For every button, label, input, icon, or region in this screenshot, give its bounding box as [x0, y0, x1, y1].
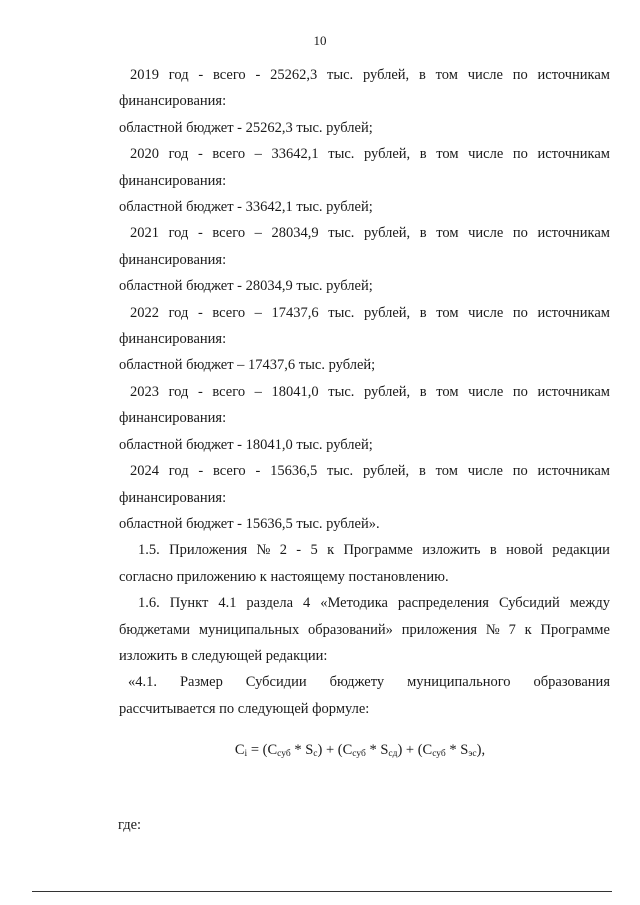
year-line-5: [130, 458, 610, 484]
year-word: источникам: [537, 146, 610, 163]
funding-years: [119, 62, 610, 537]
word: Пункт: [169, 595, 209, 612]
year-word: 25262,3: [270, 67, 318, 83]
word: Субсидии: [245, 674, 307, 691]
year-budget-line-1: областной бюджет - 33642,1 тыс. рублей;: [119, 199, 373, 216]
year-word: источникам: [537, 463, 610, 480]
year-word: -: [197, 225, 203, 242]
word: Программе: [343, 542, 413, 559]
formula-eq: = (C: [247, 742, 278, 758]
word: 2: [279, 542, 287, 559]
item-1-6-line3: изложить в следующей редакции:: [119, 647, 328, 664]
year-word: тыс.: [328, 383, 355, 400]
formula-plus2: ) + (C: [397, 742, 433, 758]
word: 1.5.: [138, 542, 160, 559]
formula-lhs-sub: i: [244, 749, 248, 759]
formula-end: ),: [476, 742, 486, 758]
year-word: в: [419, 146, 427, 163]
year-financing-label-5: финансирования:: [119, 489, 227, 506]
year-word: 33642,1: [271, 146, 319, 163]
year-word: в: [418, 463, 426, 480]
word: в: [489, 542, 497, 559]
year-word: –: [254, 304, 262, 321]
word: Программе: [540, 621, 610, 638]
year-word: по: [512, 225, 528, 242]
year-word: по: [512, 304, 528, 321]
year-word: по: [512, 146, 528, 163]
year-word: -: [198, 463, 204, 480]
year-word: по: [512, 383, 528, 400]
item-4-1-line1: [128, 669, 610, 695]
word: бюджетами: [119, 621, 190, 638]
word: раздела: [246, 595, 294, 612]
year-financing-label-4: финансирования:: [119, 410, 227, 427]
year-word: том: [435, 67, 458, 83]
year-word: -: [197, 383, 203, 400]
year-budget-line-0: областной бюджет - 25262,3 тыс. рублей;: [119, 119, 373, 136]
year-word: год: [168, 146, 189, 163]
item-1-6-line1: [128, 590, 610, 616]
year-word: в: [419, 383, 427, 400]
item-1-5-line1: [128, 537, 610, 563]
year-word: тыс.: [327, 67, 354, 83]
year-word: числе: [468, 146, 504, 163]
year-budget-line-2: областной бюджет - 28034,9 тыс. рублей;: [119, 278, 373, 295]
formula-t1-mid: * S: [290, 742, 314, 758]
year-word: –: [254, 383, 262, 400]
word: -: [296, 542, 302, 559]
formula-t2-s: сд: [388, 749, 398, 759]
year-word: том: [435, 463, 458, 480]
formula-t1-s: с: [313, 749, 318, 759]
year-word: рублей,: [363, 146, 411, 163]
year-word: рублей,: [362, 463, 410, 480]
word: Приложения: [169, 542, 248, 559]
year-line-3: [130, 300, 610, 326]
year-word: числе: [468, 383, 504, 400]
year-word: тыс.: [327, 463, 354, 480]
year-word: –: [254, 225, 262, 242]
word: 1.6.: [138, 595, 160, 612]
year-word: том: [436, 383, 459, 400]
year-line-1: [130, 141, 610, 167]
year-word: по: [512, 67, 528, 83]
year-word: том: [436, 146, 459, 163]
year-word: 28034,9: [271, 225, 319, 242]
bottom-rule: [32, 891, 612, 892]
year-word: числе: [467, 463, 503, 480]
formula-plus1: ) + (C: [317, 742, 353, 758]
year-word: всего: [212, 146, 246, 163]
year-word: всего: [213, 67, 246, 83]
word: образования: [533, 674, 610, 691]
year-word: в: [419, 225, 427, 242]
formula-t2-mid: * S: [365, 742, 389, 758]
year-word: по: [512, 463, 528, 480]
year-word: год: [168, 383, 189, 400]
year-word: числе: [468, 225, 504, 242]
year-word: всего: [212, 225, 246, 242]
year-word: -: [255, 463, 261, 480]
subsidy-formula: [0, 742, 640, 759]
word: муниципального: [407, 674, 511, 691]
year-word: том: [436, 225, 459, 242]
word: образований»: [308, 621, 393, 638]
word: приложения: [401, 621, 478, 638]
formula-t3-mid: * S: [445, 742, 469, 758]
year-budget-line-5: областной бюджет - 15636,5 тыс. рублей».: [119, 515, 380, 532]
year-line-4: [130, 379, 610, 405]
formula-t3-s: эс: [468, 749, 477, 759]
word: муниципальных: [198, 621, 300, 638]
year-word: том: [436, 304, 459, 321]
word: Субсидий: [498, 595, 560, 612]
word: между: [569, 595, 610, 612]
year-word: в: [419, 304, 427, 321]
year-word: рублей,: [362, 67, 410, 83]
year-word: -: [197, 304, 203, 321]
year-word: рублей,: [363, 383, 411, 400]
word: «4.1.: [128, 674, 157, 691]
year-line-2: [130, 220, 610, 246]
word: к: [524, 621, 532, 638]
year-word: источникам: [537, 225, 610, 242]
year-word: всего: [213, 463, 246, 480]
year-word: источникам: [537, 304, 610, 321]
item-4-1-line2: рассчитывается по следующей формуле:: [119, 700, 370, 717]
item-1-6-line2: [119, 617, 610, 643]
year-word: источникам: [537, 383, 610, 400]
word: 7: [508, 621, 516, 638]
year-financing-label-2: финансирования:: [119, 251, 227, 268]
year-word: рублей,: [363, 304, 411, 321]
word: изложить: [422, 542, 481, 559]
year-word: числе: [467, 67, 503, 83]
year-word: -: [197, 146, 203, 163]
word: №: [485, 621, 500, 638]
year-word: год: [168, 304, 189, 321]
formula-t2-sub: суб: [352, 749, 366, 759]
year-word: 2022: [130, 304, 159, 321]
year-word: 18041,0: [271, 383, 319, 400]
year-word: тыс.: [328, 146, 355, 163]
year-word: год: [168, 463, 189, 480]
year-word: тыс.: [328, 304, 355, 321]
year-word: 2019: [130, 67, 159, 83]
year-word: всего: [212, 304, 246, 321]
year-financing-label-1: финансирования:: [119, 172, 227, 189]
year-word: числе: [468, 304, 504, 321]
year-word: год: [168, 225, 189, 242]
item-1-5-line2: согласно приложению к настоящему постановлению.: [119, 568, 449, 585]
year-financing-label-3: финансирования:: [119, 331, 227, 348]
year-financing-label-0: финансирования:: [119, 93, 227, 110]
year-line-0: [130, 62, 610, 88]
word: 4: [303, 595, 311, 612]
year-word: -: [198, 67, 204, 83]
formula-t1-sub: суб: [277, 749, 291, 759]
year-word: источникам: [537, 67, 610, 83]
word: редакции: [552, 542, 610, 559]
year-word: -: [255, 67, 261, 83]
year-budget-line-4: областной бюджет - 18041,0 тыс. рублей;: [119, 436, 373, 453]
year-word: год: [168, 67, 189, 83]
year-word: 17437,6: [271, 304, 319, 321]
formula-lhs: C: [234, 742, 245, 758]
word: №: [256, 542, 271, 559]
page-number: 10: [313, 33, 327, 48]
formula-t3-sub: суб: [432, 749, 446, 759]
year-word: тыс.: [328, 225, 355, 242]
year-budget-line-3: областной бюджет – 17437,6 тыс. рублей;: [119, 357, 376, 374]
year-word: 2020: [130, 146, 159, 163]
year-word: 15636,5: [270, 463, 318, 480]
word: «Методика: [320, 595, 388, 612]
year-word: рублей,: [363, 225, 411, 242]
word: 4.1: [218, 595, 237, 612]
year-word: –: [254, 146, 262, 163]
document-body: [119, 62, 610, 722]
word: распределения: [397, 595, 489, 612]
word: 5: [310, 542, 318, 559]
year-word: 2021: [130, 225, 159, 242]
word: Размер: [179, 674, 223, 691]
year-word: всего: [212, 383, 246, 400]
year-word: 2023: [130, 383, 159, 400]
year-word: 2024: [130, 463, 159, 480]
year-word: в: [418, 67, 426, 83]
word: к: [327, 542, 335, 559]
where-label: где:: [118, 817, 142, 833]
word: новой: [506, 542, 543, 559]
word: бюджету: [329, 674, 385, 691]
